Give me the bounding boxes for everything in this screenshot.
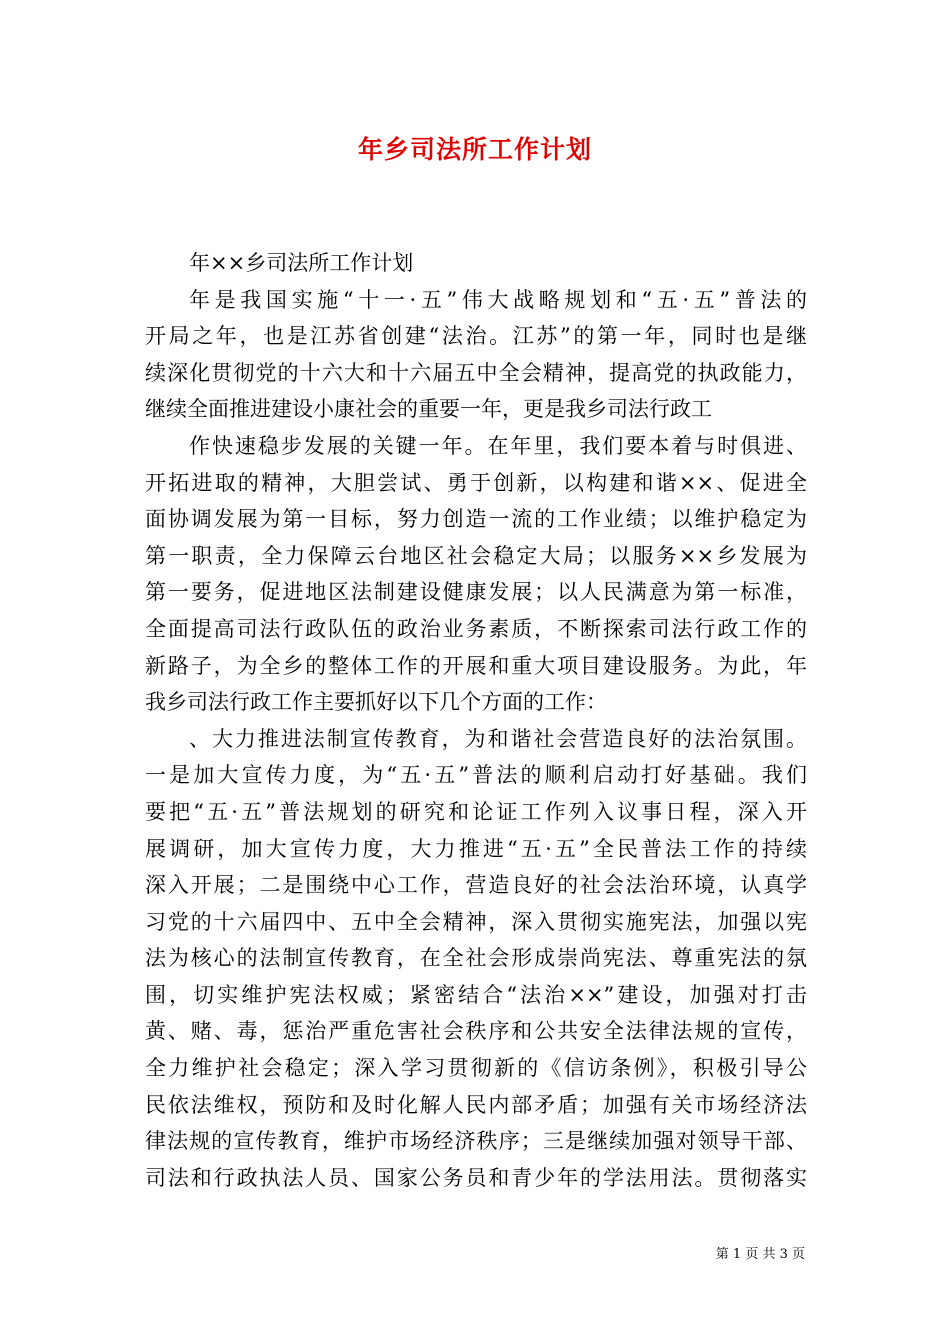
- body-line: 司法和行政执法人员、国家公务员和青少年的学法用法。贯彻落实: [145, 1165, 807, 1190]
- body-line: 全力维护社会稳定；深入学习贯彻新的《信访条例》，积极引导公: [145, 1056, 807, 1081]
- body-line: 展调研，加大宣传力度，大力推进“五·五”全民普法工作的持续: [145, 836, 807, 861]
- body-line: 法为核心的法制宣传教育，在全社会形成崇尚宪法、尊重宪法的氛: [145, 946, 807, 971]
- body-line: 新路子，为全乡的整体工作的开展和重大项目建设服务。为此，年: [145, 653, 807, 678]
- body-line: 深入开展；二是围绕中心工作，营造良好的社会法治环境，认真学: [145, 873, 807, 898]
- document-title: 年乡司法所工作计划: [357, 135, 592, 164]
- body-line: 年××乡司法所工作计划: [189, 251, 414, 275]
- body-line: 律法规的宣传教育，维护市场经济秩序；三是继续加强对领导干部、: [145, 1129, 807, 1154]
- body-line: 、大力推进法制宣传教育，为和谐社会营造良好的法治氛围。: [189, 726, 807, 751]
- body-line: 围，切实维护宪法权威；紧密结合“法治××”建设，加强对打击: [145, 982, 807, 1007]
- body-line: 继续全面推进建设小康社会的重要一年，更是我乡司法行政工: [145, 397, 712, 422]
- body-line: 黄、赌、毒，惩治严重危害社会秩序和公共安全法律法规的宣传，: [145, 1019, 807, 1044]
- body-line: 开拓进取的精神，大胆尝试、勇于创新，以构建和谐××、促进全: [145, 470, 807, 495]
- body-line: 第一职责，全力保障云台地区社会稳定大局；以服务××乡发展为: [145, 543, 807, 568]
- body-line: 要把“五·五”普法规划的研究和论证工作列入议事日程，深入开: [145, 799, 807, 824]
- body-line: 面协调发展为第一目标，努力创造一流的工作业绩；以维护稳定为: [145, 507, 807, 532]
- body-line: 我乡司法行政工作主要抓好以下几个方面的工作：: [145, 690, 607, 715]
- body-line: 习党的十六届四中、五中全会精神，深入贯彻实施宪法，加强以宪: [145, 909, 807, 934]
- document-body: [145, 245, 807, 1196]
- body-line: 民依法维权，预防和及时化解人民内部矛盾；加强有关市场经济法: [145, 1092, 807, 1117]
- body-line: 开局之年，也是江苏省创建“法治。江苏”的第一年，同时也是继: [145, 324, 807, 349]
- body-line: 年是我国实施“十一·五”伟大战略规划和“五·五”普法的: [189, 287, 807, 312]
- body-line: 全面提高司法行政队伍的政治业务素质，不断探索司法行政工作的: [145, 616, 807, 641]
- body-line: 一是加大宣传力度，为“五·五”普法的顺利启动打好基础。我们: [145, 763, 807, 788]
- page-number-footer: 第 1 页 共 3 页: [715, 1247, 805, 1262]
- body-line: 作快速稳步发展的关键一年。在年里，我们要本着与时俱进、: [189, 433, 807, 458]
- body-line: 续深化贯彻党的十六大和十六届五中全会精神，提高党的执政能力，: [145, 360, 807, 385]
- body-line: 第一要务，促进地区法制建设健康发展；以人民满意为第一标准，: [145, 580, 807, 605]
